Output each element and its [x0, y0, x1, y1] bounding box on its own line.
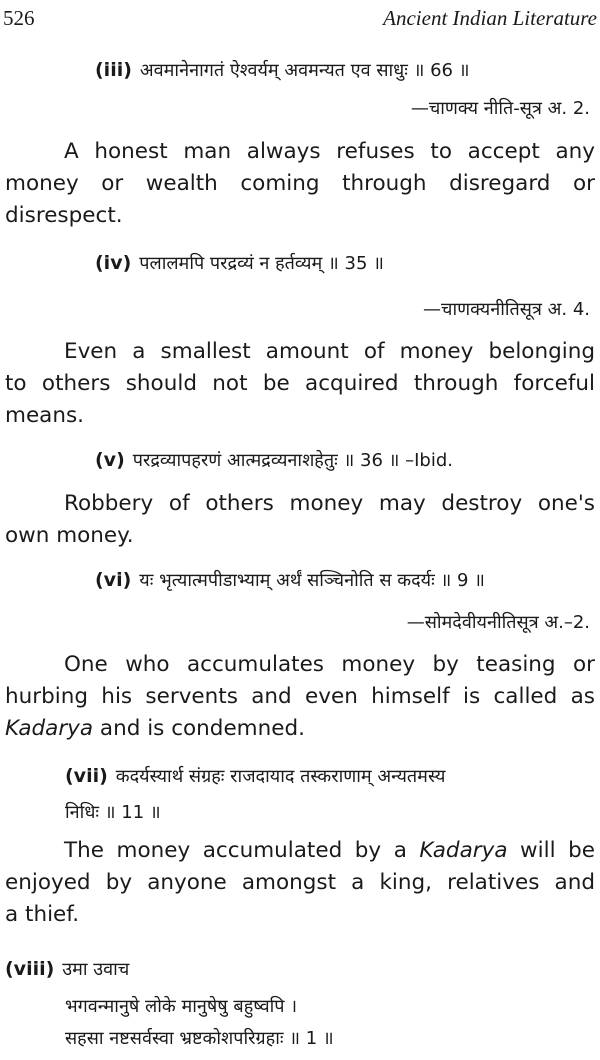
- verse-line: भगवन्मानुषे लोके मानुषेषु बहुष्वपि ।: [65, 996, 298, 1017]
- verse-line: सहसा नष्टसर्वस्वा भ्रष्टकोशपरिग्रहाः ॥ 1 ॥: [65, 1028, 334, 1049]
- verse-numeral: (iii): [95, 59, 132, 81]
- translation-paragraph: [5, 336, 595, 432]
- verse-numeral: (v): [95, 449, 125, 471]
- sanskrit-text: उमा उवाच: [62, 959, 130, 980]
- verse-numeral: (vi): [95, 569, 132, 591]
- running-title: Ancient Indian Literature: [383, 6, 597, 30]
- translation-paragraph: [5, 649, 595, 745]
- text-line: money or wealth coming through disregard or: [5, 171, 595, 196]
- sanskrit-heading-viii: [5, 957, 129, 981]
- translation-paragraph: [5, 136, 595, 232]
- citation: —चाणक्य नीति-सूत्र अ. 2.: [410, 98, 590, 119]
- text-part: will be: [507, 838, 595, 863]
- running-header: [3, 6, 597, 34]
- text-line: One who accumulates money by teasing or: [64, 652, 595, 677]
- citation: —चाणक्यनीतिसूत्र अ. 4.: [423, 299, 590, 320]
- sanskrit-text: कदर्यस्यार्थ संग्रहः राजदायाद तस्कराणाम् अन्यतमस्य: [115, 766, 446, 787]
- text-line: disrespect.: [5, 203, 123, 228]
- kadarya-rest: and is condemned.: [93, 716, 305, 741]
- text-line: [5, 835, 595, 867]
- verse-numeral: (iv): [95, 252, 132, 274]
- text-line: enjoyed by anyone amongst a king, relatives and: [5, 870, 595, 895]
- text-line: own money.: [5, 523, 134, 548]
- verse-numeral: (vii): [65, 765, 108, 787]
- sanskrit-verse-iii: [95, 58, 470, 82]
- page-number: 526: [3, 6, 35, 30]
- sanskrit-verse-vii: [65, 764, 445, 788]
- text-line: Robbery of others money may destroy one's: [64, 491, 595, 516]
- sanskrit-text: परद्रव्यापहरणं आत्मद्रव्यनाशहेतुः ॥ 36 ॥ –Ibid.: [132, 450, 454, 471]
- text-line: [5, 713, 595, 745]
- text-line: a thief.: [5, 902, 80, 927]
- citation: —सोमदेवीयनीतिसूत्र अ.–2.: [406, 612, 590, 633]
- kadarya-term: Kadarya: [5, 716, 94, 741]
- text-line: means.: [5, 403, 85, 428]
- sanskrit-verse-iv: [95, 251, 384, 275]
- text-line: hurbing his servents and even himself is called as: [5, 684, 595, 709]
- text-line: Even a smallest amount of money belonging: [64, 339, 595, 364]
- sanskrit-text: पलालमपि परद्रव्यं न हर्तव्यम् ॥ 35 ॥: [139, 253, 384, 274]
- sanskrit-verse-vi: [95, 568, 485, 592]
- kadarya-term: Kadarya: [419, 838, 508, 863]
- sanskrit-verse-vii-continued: निधिः ॥ 11 ॥: [65, 802, 161, 823]
- sanskrit-verse-v: [95, 448, 453, 472]
- text-part: The money accumulated by a: [64, 838, 420, 863]
- sanskrit-text: अवमानेनागतं ऐश्वर्यम् अवमन्यत एव साधुः ॥ 66 ॥: [139, 60, 470, 81]
- sanskrit-text: यः भृत्यात्मपीडाभ्याम् अर्थं सञ्चिनोति स कदर्यः ॥ 9 ॥: [139, 570, 485, 591]
- translation-paragraph: [5, 835, 595, 931]
- translation-paragraph: [5, 488, 595, 552]
- text-line: A honest man always refuses to accept any: [64, 139, 595, 164]
- verse-numeral: (viii): [5, 958, 55, 980]
- text-line: to others should not be acquired through forceful: [5, 371, 595, 396]
